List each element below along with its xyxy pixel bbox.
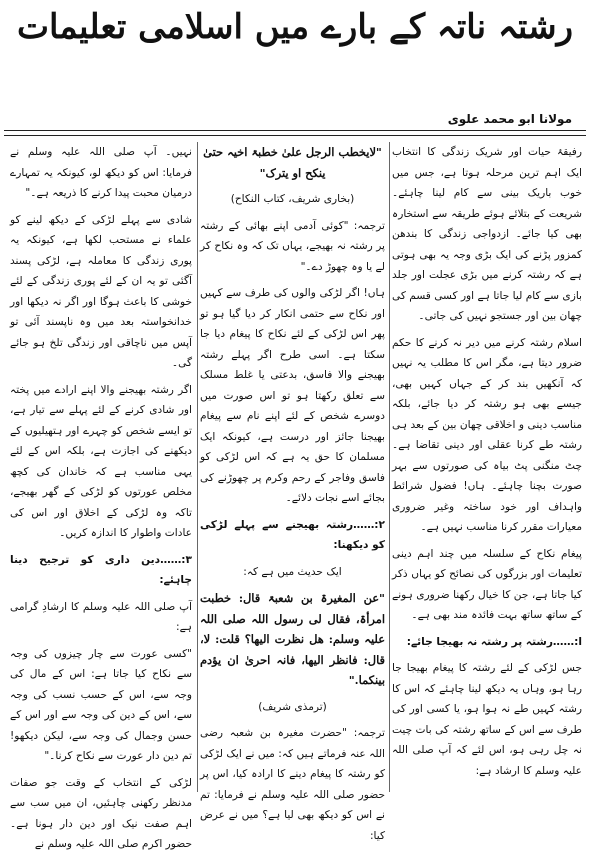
column-divider bbox=[197, 142, 198, 792]
paragraph: اسلام رشتہ کرنے میں دیر نہ کرنے کا حکم ضرور دیتا ہے، مگر اس کا مطلب یہ نہیں کہ آنکھیں بند کر کے جہاں کہیں بھی، جیسے بھی ہو رشتہ کر دیا جائے، بلکہ مناسب دینی و اخلاقی چھان بین کے بعد ہی رشتہ طے کرنا عقلی اور دینی تقاضا ہے۔ چٹ منگنی پٹ بیاہ کی صورتوں سے بہر صورت بچنا چاہئے۔ ہاں! فضول شرائط واہداف اور خود ساختہ وغیر ضروری معیارات مقرر کرنا مناسب نہیں ہے۔ bbox=[392, 336, 582, 533]
column-divider bbox=[389, 142, 390, 792]
section-heading: ۲:……رشتہ بھیجنے سے پہلے لڑکی کو دیکھنا: bbox=[200, 518, 385, 551]
section-heading: ا:……رشتہ پر رشتہ نہ بھیجا جائے: bbox=[406, 635, 582, 648]
author-byline: مولانا ابو محمد علوی bbox=[447, 112, 572, 126]
paragraph: رفیقۂ حیات اور شریک زندگی کا انتخاب ایک اہم ترین مرحلہ ہوتا ہے، جس میں خوب باریک بینی سے کام لینا چاہئے۔ شریعت کے بتلائے ہوئے طریقہ سے استخارہ بھی کیا جائے۔ ازدواجی زندگی کا بندھن کمزور پڑنے کی ایک بڑی وجہ یہ بھی ہوتی ہے کہ رشتہ کرنے میں بڑی عجلت اور جلد بازی سے کام لیا جاتا ہے اور کسی قسم کی چھان بین اور جستجو نہیں کی جاتی۔ bbox=[392, 146, 582, 322]
translation: ترجمہ: "حضرت مغیرہ بن شعبہ رضی اللہ عنہ فرماتے ہیں کہ: میں نے ایک لڑکی کو رشتہ کا پیغام دینے کا ارادہ کیا، اس پر حضور صلی اللہ علیہ وسلم نے فرمایا: تم نے اس کو دیکھ بھی لیا ہے؟ میں نے عرض کیا: bbox=[200, 727, 385, 842]
column-middle bbox=[200, 142, 385, 842]
paragraph: لڑکی کے انتخاب کے وقت جو صفات مدنظر رکھنی چاہئیں، ان میں سب سے اہم صفت نیک اور دین دار ہونا ہے۔ حضور اکرم صلی اللہ علیہ وسلم نے bbox=[10, 776, 192, 850]
paragraph: ایک حدیث میں ہے کہ: bbox=[243, 565, 342, 578]
paragraph: جس لڑکی کے لئے رشتہ کا پیغام بھیجا جا رہا ہو، وہاں یہ دیکھ لینا چاہئے کہ اس کا رشتہ کہیں طے نہ ہوا ہو، یا کسی اور کی طرف سے اس کے ساتھ رشتہ کی بات چیت نہ چل رہی ہو، اس لئے کہ آپ صلی اللہ علیہ وسلم کا ارشاد ہے: bbox=[392, 662, 582, 777]
hadith-arabic: "لایخطب الرجل علیٰ خطبۃ اخیہ حتیٰ ینکح او یترک" bbox=[203, 145, 382, 180]
header-rule-top bbox=[4, 130, 586, 131]
translation: ترجمہ: "کوئی آدمی اپنے بھائی کے رشتہ پر رشتہ نہ بھیجے، یہاں تک کہ وہ نکاح کر لے یا وہ چھوڑ دے۔" bbox=[200, 219, 385, 273]
hadith-reference: (بخاری شریف، کتاب النکاح) bbox=[230, 193, 355, 205]
hadith-translation: "کسی عورت سے چار چیزوں کی وجہ سے نکاح کیا جاتا ہے: اس کے مال کی وجہ سے، اس کے حسب نسب کی وجہ سے، اس کے دین کی وجہ سے اور اس کے حسن وجمال کی وجہ سے، لیکن دیکھو! تم دین دار عورت سے نکاح کرنا۔" bbox=[10, 647, 192, 762]
paragraph: اگر رشتہ بھیجنے والا اپنے ارادے میں پختہ اور شادی کرنے کے لئے پہلے سے تیار ہے، تو ایسے شخص کو چہرے اور ہتھیلیوں کے دیکھنے کی اجازت ہے، بلکہ اس کے لئے یہی مناسب ہے کہ خاندان کی کچھ مخلص عورتوں کو لڑکی کے گھر بھیجے، تاکہ وہ لڑکی کے اخلاق اور اس کی عادات واطوار کا اندازہ کریں۔ bbox=[10, 383, 192, 539]
paragraph: ہاں! اگر لڑکی والوں کی طرف سے کہیں اور نکاح سے حتمی انکار کر دیا گیا ہو تو پھر اس لڑکی کے لئے نکاح کا پیغام دیا جا سکتا ہے۔ اسی طرح اگر پہلے رشتہ بھیجنے والا فاسق، بدعتی یا غلط مسلک سے تعلق رکھتا ہو تو اس صورت میں دوسرے شخص کے لئے اپنے نام سے پیغام بھیجنا جائز اور درست ہے، کیونکہ ایک مسلمان کا حق یہ ہے کہ اس لڑکی کو فاسق وفاجر کے رحم وکرم پر چھوڑنے کی بجائے اسے نجات دلائے۔ bbox=[200, 287, 385, 504]
article-title: رشتہ ناتہ کے بارے میں اسلامی تعلیمات bbox=[16, 7, 574, 47]
hadith-reference: (ترمذی شریف) bbox=[258, 700, 327, 713]
column-left bbox=[10, 142, 192, 850]
section-heading: ۳:……دین داری کو ترجیح دینا چاہئے: bbox=[10, 553, 192, 586]
header-rule-bottom bbox=[4, 135, 586, 136]
paragraph: شادی سے پہلے لڑکی کے دیکھ لینے کو علماء نے مستحب لکھا ہے، کیونکہ یہ پوری زندگی کا معاملہ ہے، لڑکی پسند آگئی تو یہ ان کے لئے پوری زندگی کے لئے خوشی کا باعث ہوگا اور اگر نہ دیکھا اور خدانخواستہ بعد میں وہ ناپسند آئی تو آپس میں ناچاقی اور زندگی تلخ ہو جائے گی۔ bbox=[10, 213, 192, 369]
paragraph: پیغام نکاح کے سلسلہ میں چند اہم دینی تعلیمات اور بزرگوں کی نصائح کو یہاں ذکر کیا جاتا ہے، جن کا خیال رکھنا ضروری ہونے کے ساتھ ساتھ بہت فائدہ مند بھی ہے۔ bbox=[392, 547, 582, 621]
column-right bbox=[392, 142, 582, 792]
paragraph: آپ صلی اللہ علیہ وسلم کا ارشادِ گرامی ہے: bbox=[10, 600, 192, 633]
paragraph: نہیں۔ آپ صلی اللہ علیہ وسلم نے فرمایا: اس کو دیکھ لو، کیونکہ یہ تمہارے درمیان محبت پیدا کرنے کا ذریعہ ہے۔" bbox=[10, 146, 192, 199]
hadith-arabic: "عن المغیرۃ بن شعبۃ قال: خطبت امرأۃ، فقال لی رسول اللہ صلی اللہ علیہ وسلم: ھل نظرت الیھا؟ قلت: لا، قال: فانظر الیھا، فانہ احریٰ ان یؤدم بینکما." bbox=[200, 591, 385, 687]
